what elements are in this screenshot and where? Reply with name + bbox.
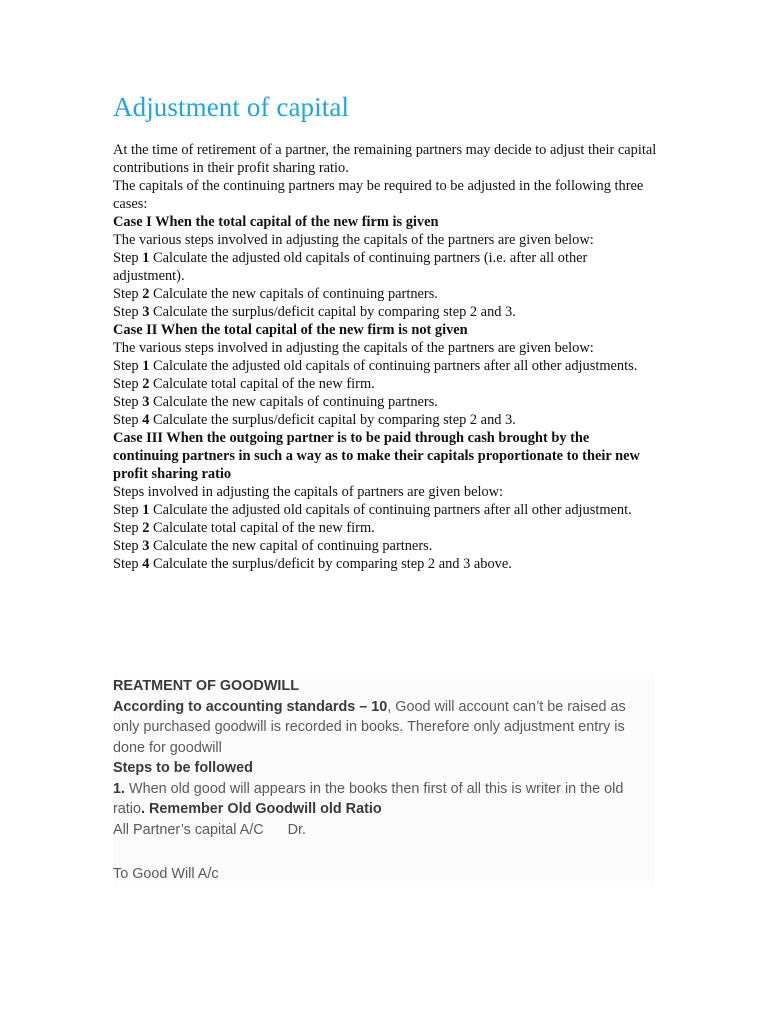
- page-title: Adjustment of capital: [113, 92, 350, 122]
- capital-adjustment-body: [113, 141, 658, 573]
- case-2-step-1: Step 1 Calculate the adjusted old capitals of continuing partners after all other adjustments.: [113, 358, 638, 374]
- goodwill-steps-heading: Steps to be followed: [113, 760, 253, 776]
- case-1-step-1: Step 1 Calculate the adjusted old capitals of continuing partners (i.e. after all other adjustment).: [113, 250, 588, 284]
- debit-marker: Dr.: [287, 821, 307, 838]
- case-1-intro: The various steps involved in adjusting the capitals of the partners are given below:: [113, 232, 594, 248]
- case-2-step-2: Step 2 Calculate total capital of the new firm.: [113, 376, 375, 392]
- goodwill-heading: REATMENT OF GOODWILL: [113, 678, 299, 694]
- goodwill-point-1: 1. When old good will appears in the books then first of all this is writer in the old ratio. Remember Old Goodwill old Ratio: [113, 780, 624, 817]
- intro-paragraph-1: At the time of retirement of a partner, the remaining partners may decide to adjust their capital contributions in their profit sharing ratio.: [113, 142, 657, 176]
- case-3-intro: Steps involved in adjusting the capitals of partners are given below:: [113, 484, 504, 500]
- case-2-intro: The various steps involved in adjusting the capitals of the partners are given below:: [113, 340, 594, 356]
- case-1-step-2: Step 2 Calculate the new capitals of continuing partners.: [113, 286, 438, 302]
- case-3-heading: Case III When the outgoing partner is to be paid through cash brought by the continuing partners in such a way as to make their capitals proportionate to their new profit sharing ratio: [113, 430, 640, 482]
- case-3-step-1: Step 1 Calculate the adjusted old capitals of continuing partners after all other adjustment.: [113, 502, 632, 518]
- case-3-step-3: Step 3 Calculate the new capital of continuing partners.: [113, 538, 433, 554]
- case-2-step-3: Step 3 Calculate the new capitals of continuing partners.: [113, 394, 438, 410]
- intro-paragraph-2: The capitals of the continuing partners may be required to be adjusted in the following three cases:: [113, 178, 644, 212]
- case-2-heading: Case II When the total capital of the new firm is not given: [113, 322, 468, 338]
- case-2-step-4: Step 4 Calculate the surplus/deficit capital by comparing step 2 and 3.: [113, 412, 516, 428]
- case-3-step-2: Step 2 Calculate total capital of the new firm.: [113, 520, 375, 536]
- case-1-step-3: Step 3 Calculate the surplus/deficit capital by comparing step 2 and 3.: [113, 304, 516, 320]
- case-3-step-4: Step 4 Calculate the surplus/deficit by comparing step 2 and 3 above.: [113, 556, 512, 572]
- goodwill-standard-paragraph: According to accounting standards – 10, Good will account can’t be raised as only purchased goodwill is recorded in books. Therefore only adjustment entry is done for goodwill: [113, 698, 626, 756]
- case-1-heading: Case I When the total capital of the new firm is given: [113, 214, 439, 230]
- journal-entry-debit: All Partner’s capital A/C Dr.: [113, 820, 655, 841]
- journal-entry-credit: To Good Will A/c: [113, 866, 219, 882]
- goodwill-section: [113, 676, 655, 885]
